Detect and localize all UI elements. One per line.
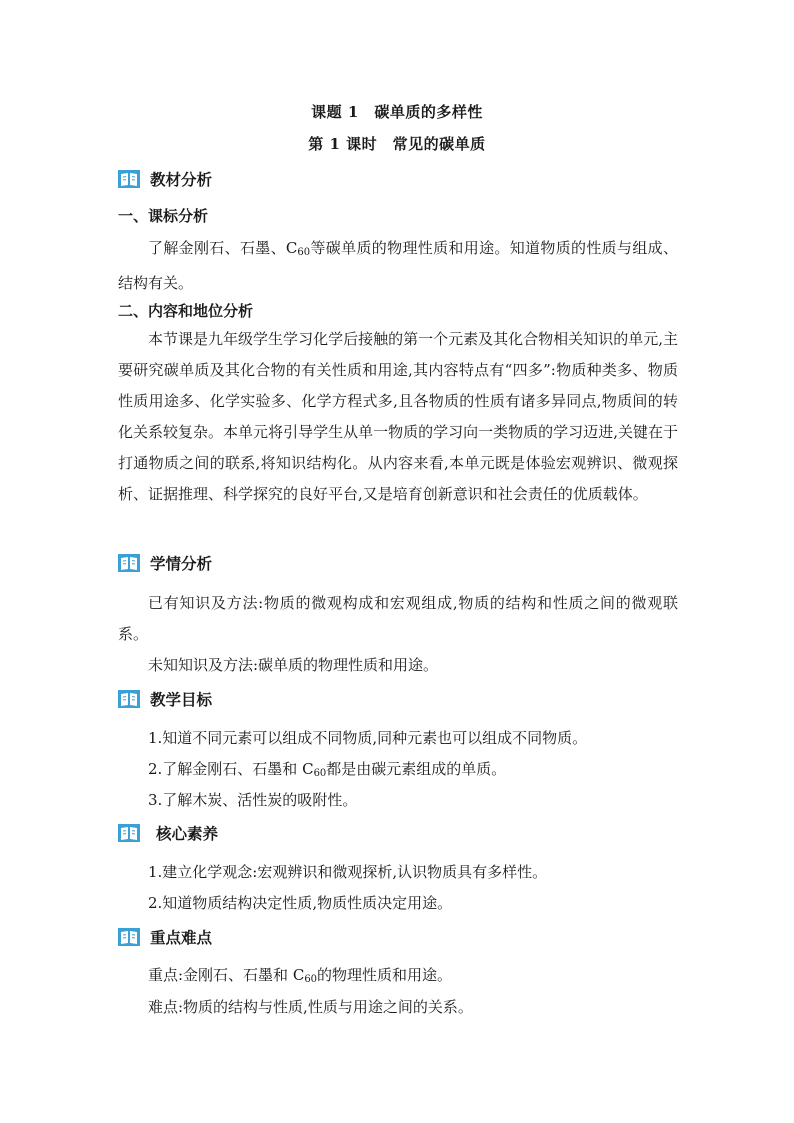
section-label: 重点难点 (150, 928, 213, 947)
open-book-icon (118, 690, 140, 708)
goal-item-1: 1.知道不同元素可以组成不同物质,同种元素也可以组成不同物质。 (148, 729, 588, 747)
section-keypoints (118, 926, 212, 948)
content-paragraph: 本节课是九年级学生学习化学后接触的第一个元素及其化合物相关知识的单元,主要研究碳单质及其化合物的有关性质和用途,其内容特点有“四多”:物质种类多、物质性质用途多、化学实验多、化学方程式多,且各物质的性质有诸多异同点,物质间的转化关系较复杂。本单元将引导学生从单一物质的学习向一类物质的学习迈进,关键在于打通物质之间的联系,将知识结构化。从内容来看,本单元既是体验宏观辨识、微观探析、证据推理、科学探究的良好平台,又是培育创新意识和社会责任的优质载体。 (118, 330, 678, 503)
difficult-point: 难点:物质的结构与性质,性质与用途之间的关系。 (148, 998, 473, 1016)
section-textbook (118, 168, 212, 190)
section-label: 教材分析 (150, 170, 213, 189)
students-unknown: 未知知识及方法:碳单质的物理性质和用途。 (148, 656, 439, 674)
section-label: 教学目标 (150, 690, 213, 709)
literacy-item-1: 1.建立化学观念:宏观辨识和微观探析,认识物质具有多样性。 (148, 863, 548, 881)
open-book-icon (118, 928, 140, 946)
key-point: 重点:金刚石、石墨和 C60的物理性质和用途。 (148, 966, 453, 985)
section-label: 学情分析 (150, 554, 213, 573)
section-literacy (118, 822, 218, 844)
goal-item-3: 3.了解木炭、活性炭的吸附性。 (148, 791, 358, 809)
curriculum-paragraph: 了解金刚石、石墨、C60等碳单质的物理性质和用途。知道物质的性质与组成、结构有关。 (118, 239, 678, 292)
goal-item-2: 2.了解金刚石、石墨和 C60都是由碳元素组成的单质。 (148, 760, 507, 779)
content-heading: 二、内容和地位分析 (118, 302, 254, 320)
section-label: 核心素养 (156, 824, 219, 843)
curriculum-heading: 一、课标分析 (118, 207, 209, 225)
section-students (118, 552, 212, 574)
literacy-item-2: 2.知道物质结构决定性质,物质性质决定用途。 (148, 894, 453, 912)
lesson-subtitle: 第 1 课时 常见的碳单质 (308, 135, 486, 153)
section-goals (118, 688, 212, 710)
lesson-title: 课题 1 碳单质的多样性 (311, 103, 483, 121)
open-book-icon (118, 824, 140, 842)
open-book-icon (118, 170, 140, 188)
open-book-icon (118, 554, 140, 572)
students-known: 已有知识及方法:物质的微观构成和宏观组成,物质的结构和性质之间的微观联系。 (118, 594, 678, 643)
